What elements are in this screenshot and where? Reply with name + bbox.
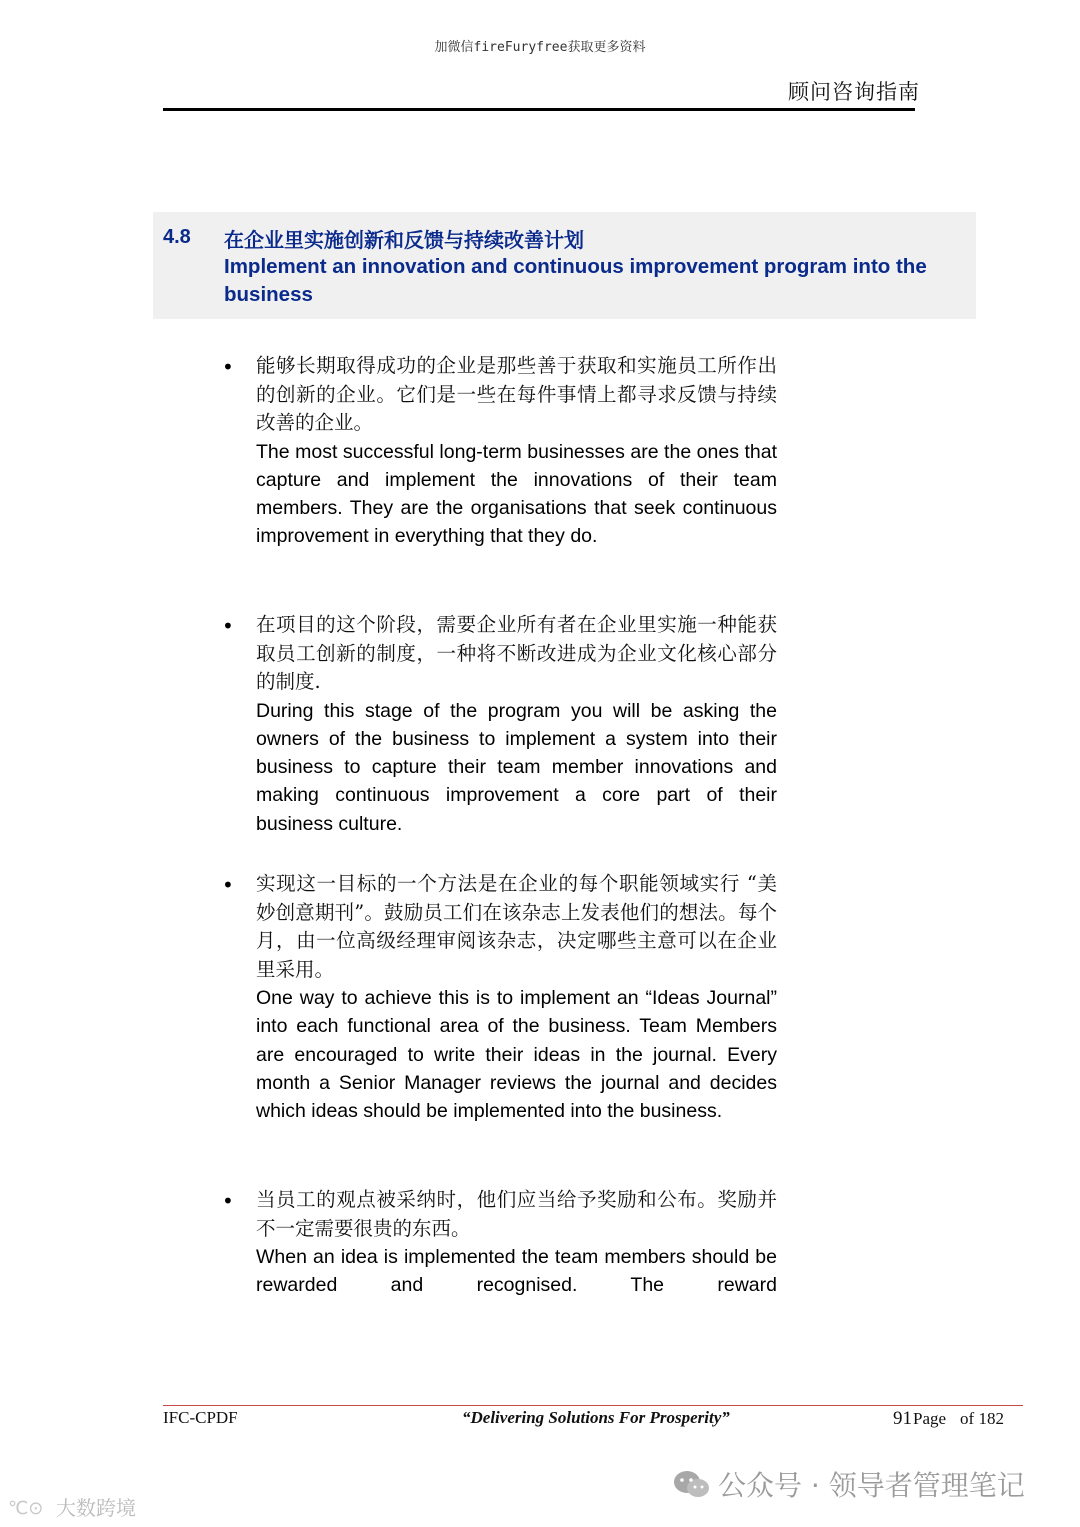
- bullet-text-zh: 当员工的观点被采纳时，他们应当给予奖励和公布。奖励并不一定需要很贵的东西。: [256, 1188, 777, 1240]
- bullet-marker: •: [222, 355, 234, 379]
- section-title-zh: 在企业里实施创新和反馈与持续改善计划: [224, 228, 584, 252]
- svg-text:℃⊙: ℃⊙: [8, 1497, 44, 1519]
- section-title-en: Implement an innovation and continuous improvement program into the business: [224, 255, 927, 306]
- bullet-text-zh: 在项目的这个阶段，需要企业所有者在企业里实施一种能获取员工创新的制度，一种将不断改进成为企业文化核心部分的制度.: [256, 613, 777, 693]
- watermark-account: 公众号 · 领导者管理笔记: [718, 1469, 1025, 1502]
- page-label: Page: [913, 1409, 947, 1428]
- bullet-marker: •: [222, 614, 234, 638]
- bullet-marker: •: [222, 1189, 234, 1213]
- bullet-item-1: [256, 352, 777, 551]
- page-total: of 182: [960, 1409, 1004, 1428]
- footer-doc-code: IFC-CPDF: [163, 1408, 238, 1427]
- bullet-item-4: [256, 1186, 777, 1300]
- bullet-text-en: The most successful long-term businesses are the ones that capture and implement the innovations of their team members. They are the organisations that seek continuous improvement in everything that they do.: [256, 440, 777, 548]
- watermark-brand: 大数跨境: [56, 1496, 136, 1520]
- bullet-text-en: When an idea is implemented the team members should be rewarded and recognised. The reward: [256, 1246, 777, 1297]
- top-watermark: 加微信fireFuryfree获取更多资料: [434, 40, 646, 55]
- header-title: 顾问咨询指南: [788, 80, 920, 104]
- bottom-left-watermark: [8, 1492, 136, 1521]
- bullet-marker: •: [222, 873, 234, 897]
- footer-slogan: “Delivering Solutions For Prosperity”: [462, 1408, 730, 1427]
- bottom-right-watermark: [672, 1464, 1025, 1504]
- bullet-text-en: During this stage of the program you will be asking the owners of the business to implement a system into their business to capture their team member innovations and making continuous improvement a core part of their business culture.: [256, 699, 777, 835]
- section-number: 4.8: [163, 226, 191, 248]
- bullet-text-zh: 实现这一目标的一个方法是在企业的每个职能领域实行 “美妙创意期刊”。鼓励员工们在该杂志上发表他们的想法。每个月，由一位高级经理审阅该杂志，决定哪些主意可以在企业里采用。: [256, 872, 777, 981]
- bullet-text-en: One way to achieve this is to implement an “Ideas Journal” into each functional area of the business. Team Members are encouraged to write their ideas in the journal. Every month a Senior Manager reviews the journal and decides which ideas should be implemented into the business.: [256, 987, 777, 1123]
- header-rule: [163, 108, 915, 111]
- wechat-icon: [672, 1469, 710, 1499]
- bullet-text-zh: 能够长期取得成功的企业是那些善于获取和实施员工所作出的创新的企业。它们是一些在每件事情上都寻求反馈与持续改善的企业。: [256, 354, 777, 434]
- bullet-item-3: [256, 870, 777, 1125]
- page-number: 91: [893, 1408, 912, 1429]
- bullet-item-2: [256, 611, 777, 838]
- footer-page-info: [893, 1408, 1004, 1430]
- footer-rule: [163, 1405, 1023, 1406]
- logo-icon: [8, 1495, 52, 1519]
